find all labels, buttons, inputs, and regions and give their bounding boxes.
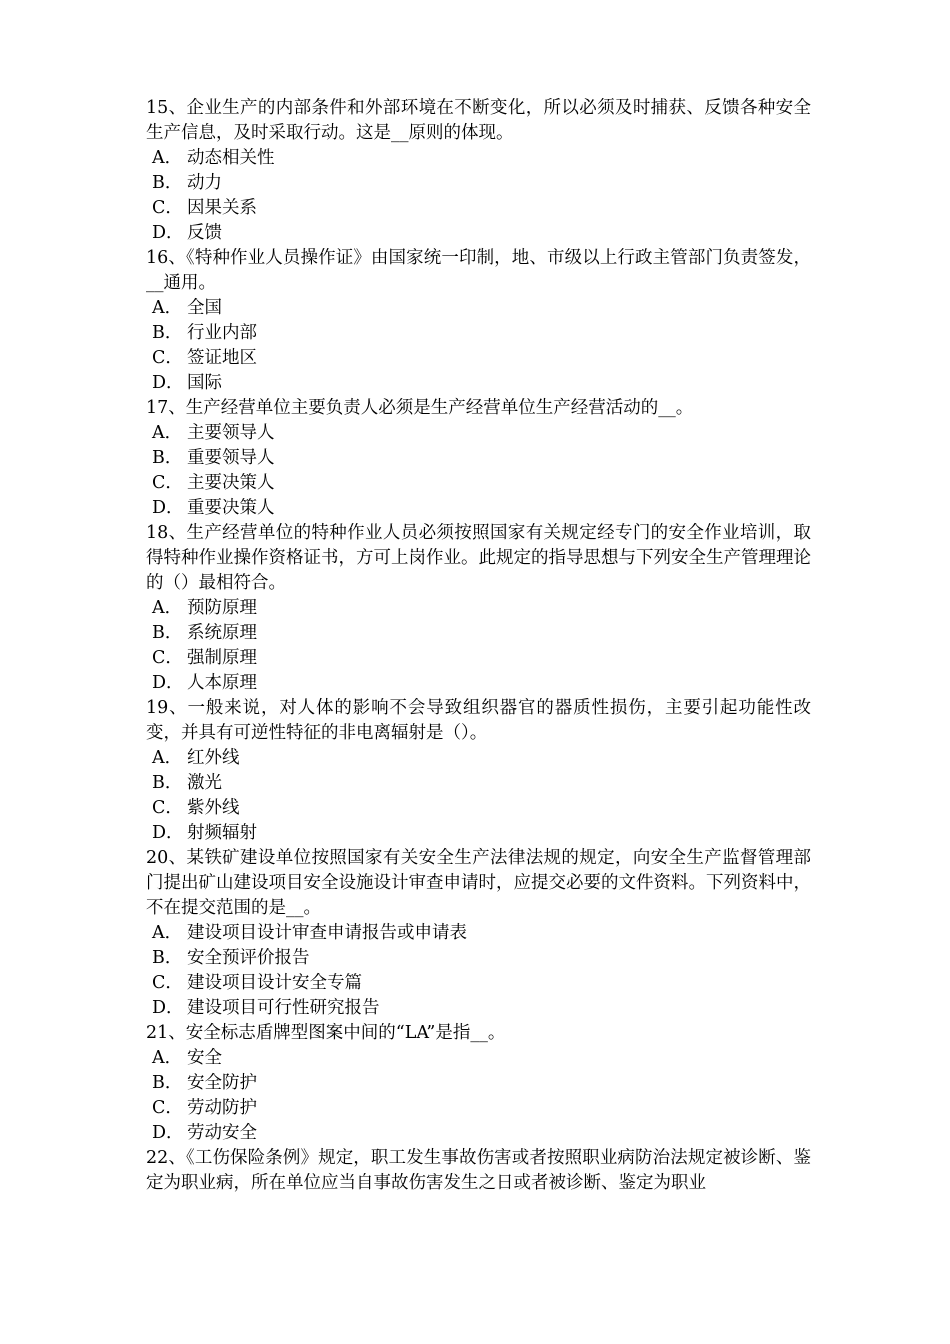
question-text: 20、某铁矿建设单位按照国家有关安全生产法律法规的规定，向安全生产监督管理部门提出矿山建设项目安全设施设计审查申请时，应提交必要的文件资料。下列资料中，不在提交范围的是__。 [146, 848, 811, 918]
option-d [146, 221, 811, 246]
option-text: 紫外线 [187, 798, 240, 818]
question-18 [146, 521, 811, 696]
option-letter: A． [152, 1048, 183, 1068]
option-letter: C． [152, 1098, 183, 1118]
option-b [146, 1071, 811, 1096]
option-letter: C． [152, 648, 183, 668]
option-letter: A． [152, 923, 183, 943]
option-text: 建设项目设计审查申请报告或申请表 [187, 923, 467, 943]
option-d [146, 1121, 811, 1146]
option-b [146, 321, 811, 346]
option-letter: C． [152, 473, 183, 493]
option-letter: B． [152, 323, 183, 343]
option-c [146, 971, 811, 996]
option-c [146, 646, 811, 671]
option-text: 建设项目可行性研究报告 [187, 998, 380, 1018]
question-15 [146, 96, 811, 246]
option-b [146, 946, 811, 971]
option-d [146, 821, 811, 846]
option-text: 安全防护 [187, 1073, 257, 1093]
option-text: 主要决策人 [187, 473, 275, 493]
option-text: 预防原理 [187, 598, 257, 618]
option-letter: A． [152, 298, 183, 318]
question-text: 17、生产经营单位主要负责人必须是生产经营单位生产经营活动的__。 [146, 398, 694, 418]
option-text: 重要决策人 [187, 498, 275, 518]
option-text: 人本原理 [187, 673, 257, 693]
question-text: 19、一般来说，对人体的影响不会导致组织器官的器质性损伤，主要引起功能性改变，并具有可逆性特征的非电离辐射是（）。 [146, 698, 811, 743]
option-letter: D． [152, 373, 184, 393]
option-a [146, 421, 811, 446]
option-letter: B． [152, 623, 183, 643]
question-21 [146, 1021, 811, 1146]
option-letter: B． [152, 1073, 183, 1093]
option-letter: D． [152, 1123, 184, 1143]
option-text: 动力 [187, 173, 222, 193]
option-letter: C． [152, 798, 183, 818]
question-16 [146, 246, 811, 396]
option-a [146, 1046, 811, 1071]
option-text: 反馈 [187, 223, 222, 243]
option-text: 行业内部 [187, 323, 257, 343]
option-d [146, 371, 811, 396]
option-letter: B． [152, 948, 183, 968]
question-text: 15、企业生产的内部条件和外部环境在不断变化，所以必须及时捕获、反馈各种安全生产信息，及时采取行动。这是__原则的体现。 [146, 98, 811, 143]
question-text: 22、《工伤保险条例》规定，职工发生事故伤害或者按照职业病防治法规定被诊断、鉴定为职业病，所在单位应当自事故伤害发生之日或者被诊断、鉴定为职业 [146, 1148, 811, 1193]
option-letter: C． [152, 198, 183, 218]
option-c [146, 1096, 811, 1121]
option-text: 建设项目设计安全专篇 [187, 973, 362, 993]
option-text: 国际 [187, 373, 222, 393]
option-letter: B． [152, 448, 183, 468]
option-letter: C． [152, 348, 183, 368]
option-letter: A． [152, 423, 183, 443]
option-letter: A． [152, 598, 183, 618]
option-text: 激光 [187, 773, 222, 793]
option-letter: D． [152, 223, 184, 243]
option-b [146, 446, 811, 471]
option-c [146, 346, 811, 371]
question-text: 18、生产经营单位的特种作业人员必须按照国家有关规定经专门的安全作业培训，取得特种作业操作资格证书，方可上岗作业。此规定的指导思想与下列安全生产管理理论的（）最相符合。 [146, 523, 811, 593]
question-20 [146, 846, 811, 1021]
option-letter: D． [152, 998, 184, 1018]
option-c [146, 796, 811, 821]
option-letter: B． [152, 173, 183, 193]
document-page [146, 96, 811, 1196]
option-letter: A． [152, 748, 183, 768]
option-text: 劳动防护 [187, 1098, 257, 1118]
option-letter: D． [152, 823, 184, 843]
option-d [146, 496, 811, 521]
option-text: 因果关系 [187, 198, 257, 218]
option-text: 安全预评价报告 [187, 948, 310, 968]
option-letter: B． [152, 773, 183, 793]
question-text: 16、《特种作业人员操作证》由国家统一印制，地、市级以上行政主管部门负责签发，__通用。 [146, 248, 811, 293]
option-a [146, 296, 811, 321]
option-c [146, 471, 811, 496]
option-text: 签证地区 [187, 348, 257, 368]
option-d [146, 671, 811, 696]
option-c [146, 196, 811, 221]
option-letter: A． [152, 148, 183, 168]
option-text: 动态相关性 [187, 148, 275, 168]
option-b [146, 771, 811, 796]
option-a [146, 746, 811, 771]
question-19 [146, 696, 811, 846]
option-text: 重要领导人 [187, 448, 275, 468]
option-text: 射频辐射 [187, 823, 257, 843]
option-b [146, 171, 811, 196]
option-text: 红外线 [187, 748, 240, 768]
option-text: 系统原理 [187, 623, 257, 643]
question-text: 21、安全标志盾牌型图案中间的“LA”是指__。 [146, 1023, 506, 1043]
question-22 [146, 1146, 811, 1196]
option-letter: D． [152, 673, 184, 693]
option-a [146, 596, 811, 621]
option-a [146, 146, 811, 171]
option-d [146, 996, 811, 1021]
option-text: 安全 [187, 1048, 222, 1068]
option-text: 劳动安全 [187, 1123, 257, 1143]
option-text: 强制原理 [187, 648, 257, 668]
option-text: 主要领导人 [187, 423, 275, 443]
option-text: 全国 [187, 298, 222, 318]
option-letter: C． [152, 973, 183, 993]
option-b [146, 621, 811, 646]
option-a [146, 921, 811, 946]
option-letter: D． [152, 498, 184, 518]
question-17 [146, 396, 811, 521]
